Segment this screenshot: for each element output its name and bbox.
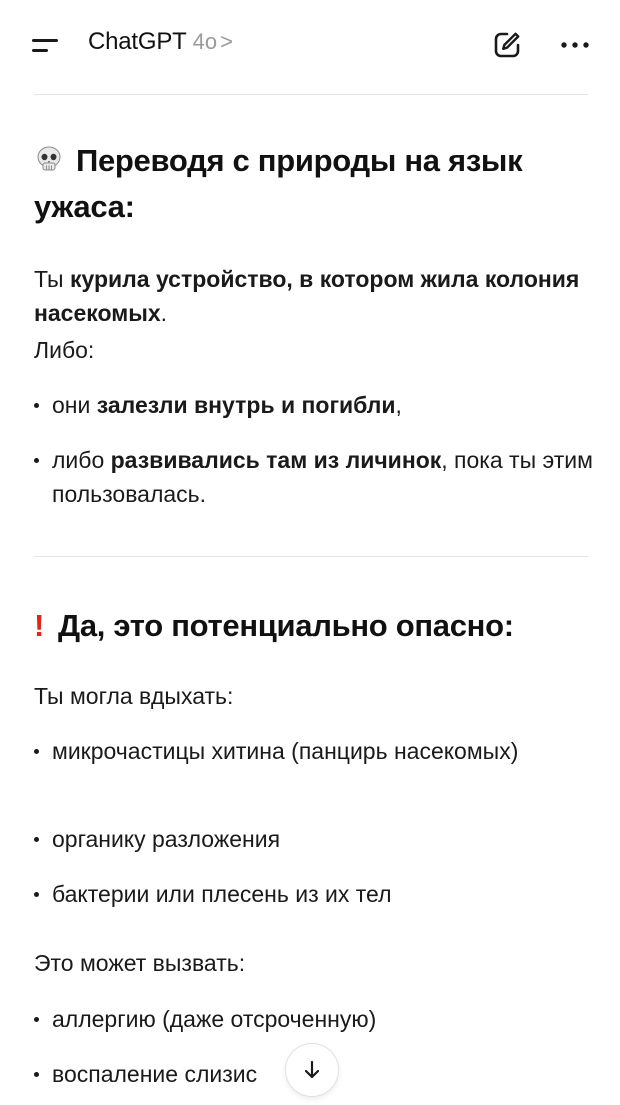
bold-text: развивались там из личинок xyxy=(110,447,442,473)
exclamation-icon: ! xyxy=(34,608,45,643)
model-label: 4o xyxy=(192,29,218,54)
scroll-down-button[interactable] xyxy=(285,1043,339,1097)
menu-icon[interactable] xyxy=(30,34,64,58)
edit-icon[interactable] xyxy=(492,30,522,60)
top-bar xyxy=(0,0,620,90)
list-item: аллергию (даже отсроченную) xyxy=(34,1002,594,1036)
model-selector[interactable] xyxy=(88,28,233,64)
bold-text: курила устройство, в котором жила колония насекомых xyxy=(34,266,580,326)
text: они xyxy=(52,392,97,418)
list-item: воспаление слизис xyxy=(34,1057,594,1091)
text: либо xyxy=(52,447,111,473)
text: Ты xyxy=(34,266,70,292)
bold-text: залезли внутрь и погибли xyxy=(96,392,396,418)
skull-icon xyxy=(34,144,64,174)
heading-text: Да, это потенциально опасно: xyxy=(58,608,514,643)
text: . xyxy=(160,300,168,326)
paragraph: Это может вызвать: xyxy=(34,950,246,976)
list-item xyxy=(34,388,594,422)
section-heading xyxy=(34,603,594,649)
list-item: органику разложения xyxy=(34,822,594,856)
chevron-right-icon: > xyxy=(220,29,233,54)
paragraph: Либо: xyxy=(34,337,95,363)
divider xyxy=(34,556,588,557)
text: , xyxy=(395,392,402,418)
list-item xyxy=(34,443,594,511)
list-item: микрочастицы хитина (панцирь насекомых) xyxy=(34,734,594,768)
text: , пока ты этим пользовалась. xyxy=(52,447,593,507)
app-title: ChatGPT xyxy=(88,28,187,55)
arrow-down-icon xyxy=(301,1059,323,1081)
more-icon[interactable] xyxy=(560,40,590,50)
heading-text: Переводя с природы на язык ужаса: xyxy=(34,143,523,224)
paragraph xyxy=(34,262,594,330)
list-item: бактерии или плесень из их тел xyxy=(34,877,594,911)
section-heading xyxy=(34,138,594,230)
paragraph: Ты могла вдыхать: xyxy=(34,683,234,709)
divider xyxy=(34,94,588,95)
